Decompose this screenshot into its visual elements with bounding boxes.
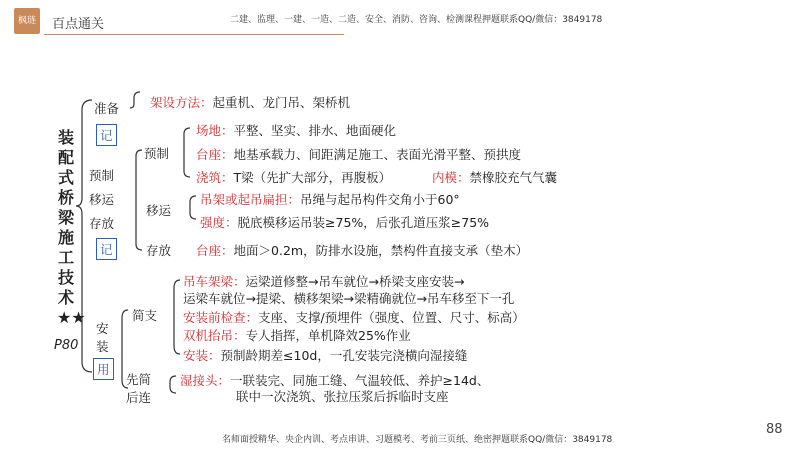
prefab-bed-line [196, 145, 521, 163]
move-strength-line [200, 213, 489, 231]
simple-bracket [174, 280, 180, 354]
continuous-wet-text1: 一联装完、同施工缝、气温较低、养护≥14d、 [230, 373, 490, 388]
footer-contact-info: 名师面授精华、央企内训、考点串讲、习题模考、考前三页纸、绝密押题联系QQ/微信：3849178 [222, 435, 613, 445]
group-label-prefab: 预制 [89, 168, 115, 183]
prefab-site-key: 场地： [196, 123, 234, 138]
header-title: 百点通关 [52, 17, 105, 32]
continuous-wet-line2: 联中一次浇筑、张拉压浆后拆临时支座 [236, 389, 449, 404]
prefab-label: 预制 [144, 146, 170, 161]
page-number: 88 [766, 422, 783, 437]
store-bed-text: 地面＞0.2m，防排水设施，禁构件直接支承（垫木） [233, 243, 529, 258]
prefab-pour-line [196, 168, 391, 186]
simple-crane-line2: 运梁车就位→提梁、横移架梁→梁精确就位→吊车移至下一孔 [183, 291, 515, 306]
main-bracket [76, 100, 92, 372]
move-lift-text: 吊绳与起吊构件交角小于60° [300, 192, 460, 207]
prep-bracket [130, 92, 140, 108]
simple-check-text: 支座、支撑/预埋件（强度、位置、尺寸、标高） [258, 310, 525, 325]
prep-memorize-tag: 记 [96, 124, 117, 146]
move-lift-key: 吊架或起吊扁担： [200, 192, 301, 207]
move-strength-text: 脱底模移运吊装≥75%，后张孔道压浆≥75% [237, 215, 490, 230]
move-label: 移运 [146, 203, 172, 218]
prefab-site-line [196, 121, 396, 139]
prefab-mold-line [432, 168, 557, 186]
store-label: 存放 [146, 243, 172, 258]
simple-install-line [183, 346, 467, 364]
install-label: 安装 [96, 321, 109, 354]
move-strength-key: 强度： [200, 215, 238, 230]
prefab-mold-text: 禁橡胶充气气囊 [469, 170, 558, 185]
move-lift-line [200, 190, 460, 208]
prefab-mold-key: 内模： [432, 170, 470, 185]
simple-dual-line [183, 326, 411, 344]
prefab-bracket [184, 128, 190, 177]
prep-method-text: 起重机、龙门吊、架桥机 [212, 95, 351, 110]
prefab-bed-key: 台座： [196, 147, 234, 162]
simple-check-key: 安装前检查： [183, 310, 259, 325]
simple-check-line [183, 308, 525, 326]
continuous-bracket [170, 376, 176, 393]
continuous-label-2: 后连 [126, 390, 152, 405]
group-label-move: 移运 [89, 192, 115, 207]
simple-install-text: 预制龄期差≤10d，一孔安装完浇横向湿接缝 [220, 348, 468, 363]
store-bed-line [196, 241, 528, 259]
move-bracket [190, 196, 196, 219]
prep-label: 准备 [94, 101, 120, 116]
simple-dual-key: 双机抬吊： [183, 328, 246, 343]
page-title: 装配式桥梁施工技术★★ [57, 128, 86, 327]
group-label-store: 存放 [89, 216, 115, 231]
continuous-wet-key: 湿接头： [180, 373, 231, 388]
simple-label: 简支 [132, 308, 158, 323]
prefab-pour-text: T梁（先扩大部分，再腹板） [233, 170, 392, 185]
simple-crane-line1 [183, 272, 464, 290]
simple-crane-text1: 运梁道修整→吊车就位→桥梁支座安装→ [245, 274, 465, 289]
simple-dual-text: 专人指挥，单机降效25%作业 [245, 328, 411, 343]
continuous-label-1: 先简 [126, 372, 152, 387]
prep-method-key: 架设方法： [150, 95, 213, 110]
prefab-bed-text: 地基承载力、间距满足施工、表面光滑平整、预拱度 [233, 147, 522, 162]
logo: 枫琏 [14, 8, 40, 34]
prep-method-line [150, 93, 350, 111]
simple-crane-key: 吊车架梁： [183, 274, 246, 289]
header-contact-info: 二建、监理、一建、一造、二造、安全、消防、咨询、检测课程押题联系QQ/微信：3849178 [230, 15, 603, 25]
prefab-site-text: 平整、坚实、排水、地面硬化 [233, 123, 397, 138]
store-bed-key: 台座： [196, 243, 234, 258]
install-apply-tag: 用 [93, 358, 114, 380]
group-memorize-tag: 记 [96, 238, 117, 260]
prefab-group-bracket [136, 150, 142, 250]
page-reference: P80 [54, 338, 79, 353]
prefab-pour-key: 浇筑： [196, 170, 234, 185]
simple-install-key: 安装： [183, 348, 221, 363]
